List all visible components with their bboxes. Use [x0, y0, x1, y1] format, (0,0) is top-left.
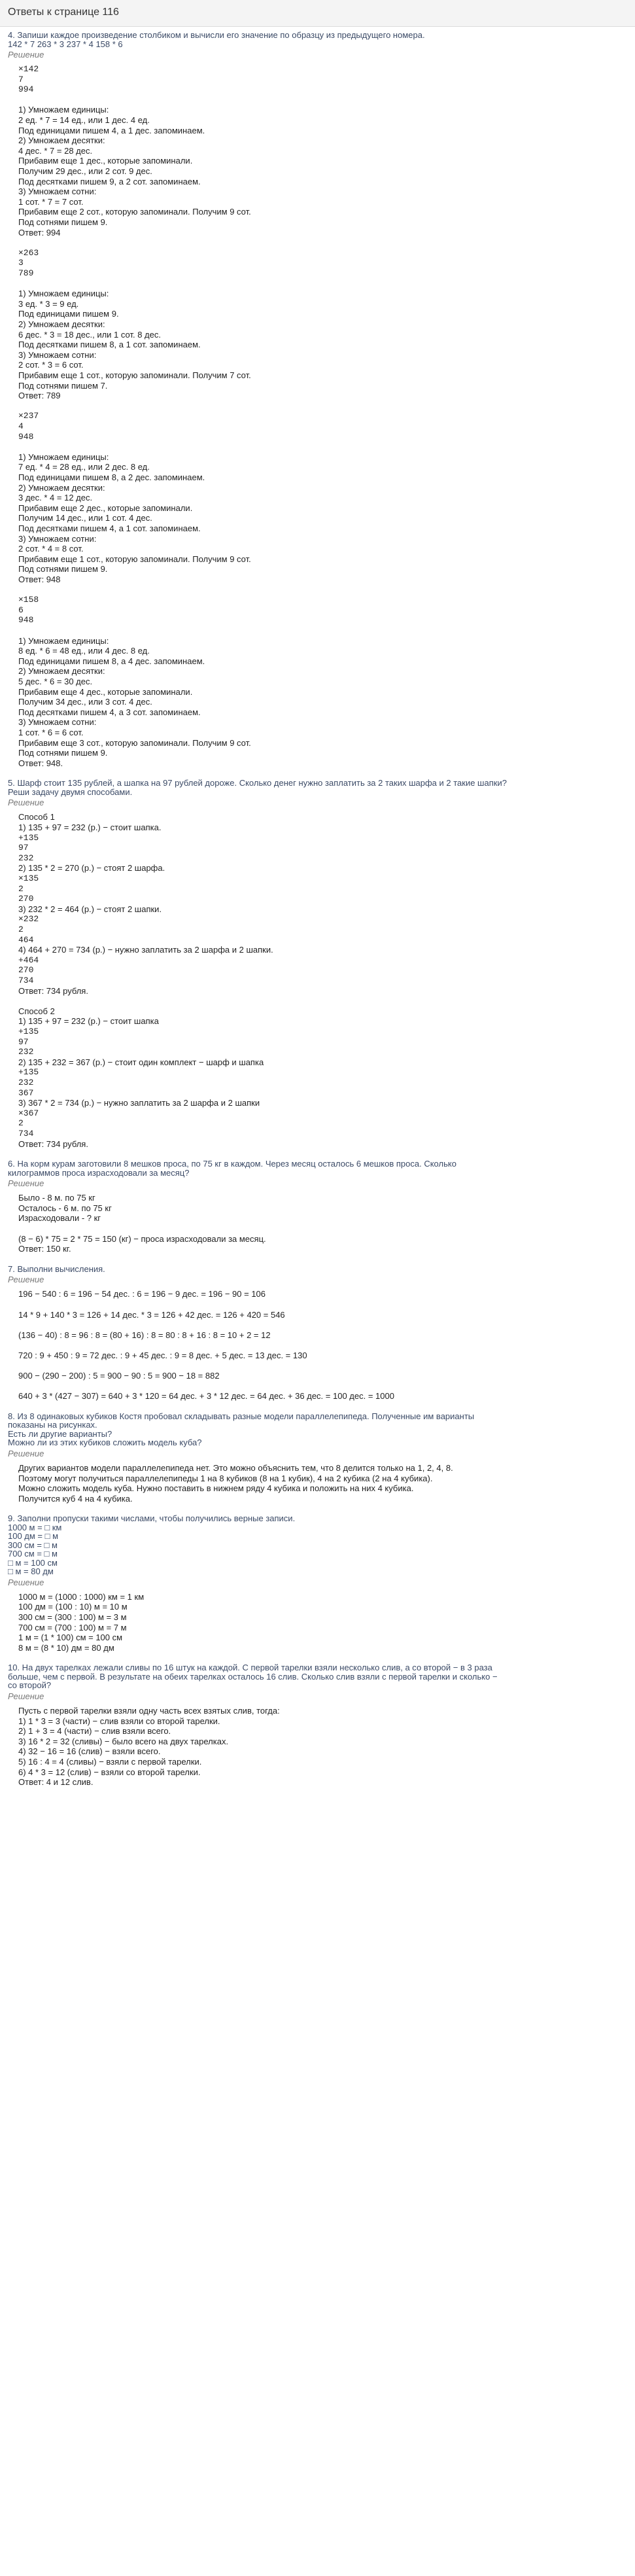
solution-line: 300 см = (300 : 100) м = 3 м — [18, 1612, 127, 1622]
solution-line: 3 дес. * 4 = 12 дес. — [18, 493, 93, 503]
exercise-question-line: 142 * 7 263 * 3 237 * 4 158 * 6 — [8, 39, 123, 49]
column-calc-line: +135 — [18, 1067, 39, 1078]
solution-line: Получим 14 дес., или 1 сот. 4 дес. — [18, 513, 152, 523]
solution-line: Под единицами пишем 8, а 4 дес. запоминаем. — [18, 656, 205, 666]
solution-line: Получим 34 дес., или 3 сот. 4 дес. — [18, 697, 152, 707]
solution-line: 3 ед. * 3 = 9 ед. — [18, 298, 79, 309]
exercise-question-line: 300 см = □ м — [8, 1540, 58, 1550]
page-title: Ответы к странице 116 — [8, 7, 119, 18]
solution-line: 1 м = (1 * 100) см = 100 см — [18, 1632, 123, 1643]
solution-line: 1 сот. * 6 = 6 сот. — [18, 728, 84, 737]
exercise-question-line: 700 см = □ м — [8, 1549, 58, 1559]
solution-line: Было - 8 м. по 75 кг — [18, 1193, 95, 1203]
solution-label: Решение — [8, 1691, 44, 1701]
exercise-question-line: □ м = 80 дм — [8, 1566, 54, 1577]
solution-line: Ответ: 734 рубля. — [18, 985, 88, 996]
solution-line: Получим 29 дес., или 2 сот. 9 дес. — [18, 166, 152, 176]
solution-line: Можно сложить модель куба. Нужно поставить в нижнем ряду 4 кубика и положить на них 4 кубика. — [18, 1483, 414, 1494]
solution-line: Под десятками пишем 9, а 2 сот. запоминаем. — [18, 176, 201, 186]
solution-line: Прибавим еще 2 дес., которые запоминали. — [18, 503, 193, 513]
column-calc-line: 270 — [18, 894, 34, 904]
solution-line: 1) Умножаем единицы: — [18, 105, 109, 115]
column-calc-line: +135 — [18, 832, 39, 843]
solution-line: Поэтому могут получиться параллелепипеды 1 на 8 кубиков (8 на 1 кубик), 4 на 2 кубика (2 на 4 кубика). — [18, 1473, 433, 1483]
solution-line: 2) Умножаем десятки: — [18, 482, 105, 493]
solution-line: 1) Умножаем единицы: — [18, 289, 109, 299]
column-calc-line: 2 — [18, 925, 24, 934]
solution-line: 2) Умножаем десятки: — [18, 666, 105, 677]
solution-line: 3) Умножаем сотни: — [18, 349, 97, 360]
solution-line: (8 − 6) * 75 = 2 * 75 = 150 (кг) − проса израсходовали за месяц. — [18, 1233, 266, 1244]
column-calc-line: 7 — [18, 74, 24, 84]
column-calc-line: 994 — [18, 84, 34, 95]
column-calc-line: 97 — [18, 843, 29, 853]
solution-line: 3) Умножаем сотни: — [18, 186, 97, 197]
solution-line: Под сотнями пишем 9. — [18, 564, 108, 574]
column-calc-line: 232 — [18, 853, 34, 863]
solution-line: Ответ: 948. — [18, 758, 63, 768]
solution-line: 640 + 3 * (427 − 307) = 640 + 3 * 120 = 64 дес. + 3 * 12 дес. = 64 дес. + 36 дес. = 100 дес. = 1000 — [18, 1391, 394, 1402]
exercise-question-line: □ м = 100 см — [8, 1557, 58, 1568]
solution-line: 2) Умножаем десятки: — [18, 319, 105, 329]
solution-line: 3) 367 * 2 = 734 (р.) − нужно заплатить за 2 шарфа и 2 шапки — [18, 1098, 260, 1108]
solution-line: 5) 16 : 4 = 4 (сливы) − взяли с первой тарелки. — [18, 1756, 202, 1767]
column-calc-line: 789 — [18, 268, 34, 278]
exercise-question-line: 6. На корм курам заготовили 8 мешков проса, по 75 кг в каждом. Через месяц осталось 6 мешков проса. Сколько — [8, 1159, 456, 1169]
solution-line: Способ 1 — [18, 812, 55, 822]
solution-line: 1 сот. * 7 = 7 сот. — [18, 196, 84, 207]
column-calc-line: 3 — [18, 258, 24, 268]
solution-line: 4) 464 + 270 = 734 (р.) − нужно заплатить за 2 шарфа и 2 шапки. — [18, 945, 273, 955]
solution-line: 2) 135 + 232 = 367 (р.) − стоит один комплект − шарф и шапка — [18, 1057, 264, 1067]
solution-line: 2 сот. * 4 = 8 сот. — [18, 544, 84, 554]
exercise-question-line: 10. На двух тарелках лежали сливы по 16 штук на каждой. С первой тарелки взяли несколько слив, а со второй − в 3 раза — [8, 1663, 492, 1673]
solution-line: 3) Умножаем сотни: — [18, 533, 97, 544]
column-calc-line: 948 — [18, 615, 34, 626]
solution-line: Прибавим еще 3 сот., которую запоминали. Получим 9 сот. — [18, 737, 251, 748]
solution-line: 4 дес. * 7 = 28 дес. — [18, 145, 93, 156]
solution-line: (136 − 40) : 8 = 96 : 8 = (80 + 16) : 8 = 80 : 8 + 16 : 8 = 10 + 2 = 12 — [18, 1330, 271, 1340]
solution-line: Получится куб 4 на 4 кубика. — [18, 1493, 133, 1504]
solution-line: 8 м = (8 * 10) дм = 80 дм — [18, 1642, 114, 1653]
column-calc-line: ×158 — [18, 595, 39, 605]
solution-line: 8 ед. * 6 = 48 ед., или 4 дес. 8 ед. — [18, 646, 150, 656]
solution-line: 6) 4 * 3 = 12 (слив) − взяли со второй тарелки. — [18, 1767, 201, 1777]
solution-line: 3) Умножаем сотни: — [18, 717, 97, 728]
column-calc-line: +135 — [18, 1027, 39, 1036]
solution-line: Ответ: 994 — [18, 227, 61, 238]
solution-line: Прибавим еще 1 сот., которую запоминали. Получим 9 сот. — [18, 554, 251, 564]
exercise-question-line: больше, чем с первой. В результате на обеих тарелках осталось 16 слив. Сколько слив взяли с первой тарелки и сколько − — [8, 1671, 498, 1682]
column-calc-line: 734 — [18, 976, 34, 985]
solution-line: Под сотнями пишем 9. — [18, 748, 108, 758]
column-calc-line: 2 — [18, 883, 24, 894]
solution-line: 1) Умножаем единицы: — [18, 451, 109, 462]
solution-line: 700 см = (700 : 100) м = 7 м — [18, 1622, 127, 1632]
solution-line: Ответ: 150 кг. — [18, 1244, 71, 1254]
solution-line: 100 дм = (100 : 10) м = 10 м — [18, 1602, 128, 1612]
column-calc-line: 464 — [18, 934, 34, 945]
column-calc-line: 97 — [18, 1036, 29, 1047]
solution-line: Под десятками пишем 4, а 1 сот. запоминаем. — [18, 523, 201, 533]
solution-line: 2 ед. * 7 = 14 ед., или 1 дес. 4 ед. — [18, 115, 150, 125]
solution-label: Решение — [8, 1178, 44, 1189]
solution-line: 2) 135 * 2 = 270 (р.) − стоят 2 шарфа. — [18, 863, 165, 873]
solution-line: Прибавим еще 1 сот., которую запоминали. Получим 7 сот. — [18, 370, 251, 380]
column-calc-line: ×142 — [18, 64, 39, 74]
solution-line: Под единицами пишем 9. — [18, 309, 119, 319]
solution-line: Способ 2 — [18, 1006, 55, 1016]
solution-line: 5 дес. * 6 = 30 дес. — [18, 677, 93, 686]
solution-line: Под единицами пишем 4, а 1 дес. запоминаем. — [18, 125, 205, 135]
solution-line: 7 ед. * 4 = 28 ед., или 2 дес. 8 ед. — [18, 462, 150, 472]
solution-line: Ответ: 948 — [18, 574, 61, 584]
solution-line: 6 дес. * 3 = 18 дес., или 1 сот. 8 дес. — [18, 329, 161, 340]
column-calc-line: 2 — [18, 1118, 24, 1129]
solution-line: 1) 135 + 97 = 232 (р.) − стоит шапка. — [18, 822, 162, 832]
exercise-question-line: Реши задачу двумя способами. — [8, 786, 133, 797]
solution-line: 196 − 540 : 6 = 196 − 54 дес. : 6 = 196 − 9 дес. = 196 − 90 = 106 — [18, 1289, 266, 1299]
solution-line: 2) 1 + 3 = 4 (части) − слив взяли всего. — [18, 1726, 171, 1737]
exercise-question-line: килограммов проса израсходовали за месяц? — [8, 1167, 190, 1178]
solution-line: 14 * 9 + 140 * 3 = 126 + 14 дес. * 3 = 126 + 42 дес. = 126 + 420 = 546 — [18, 1309, 285, 1320]
solution-line: 1) 135 + 97 = 232 (р.) − стоит шапка — [18, 1016, 159, 1027]
exercise-question-line: показаны на рисунках. — [8, 1420, 97, 1430]
solution-line: 1000 м = (1000 : 1000) км = 1 км — [18, 1591, 145, 1602]
column-calc-line: 4 — [18, 421, 24, 431]
column-calc-line: 734 — [18, 1129, 34, 1138]
exercise-question-line: 7. Выполни вычисления. — [8, 1263, 105, 1274]
solution-line: 720 : 9 + 450 : 9 = 72 дес. : 9 + 45 дес. : 9 = 8 дес. + 5 дес. = 13 дес. = 130 — [18, 1350, 307, 1360]
exercise-question-line: 1000 м = □ км — [8, 1522, 62, 1532]
solution-line: 2) Умножаем десятки: — [18, 135, 105, 146]
solution-line: Ответ: 789 — [18, 391, 61, 401]
solution-line: 4) 32 − 16 = 16 (слив) − взяли всего. — [18, 1746, 161, 1757]
solution-line: 1) 1 * 3 = 3 (части) − слив взяли со второй тарелки. — [18, 1716, 220, 1726]
solution-line: Под десятками пишем 8, а 1 сот. запоминаем. — [18, 340, 201, 350]
column-calc-line: 948 — [18, 431, 34, 442]
solution-line: Под сотнями пишем 9. — [18, 217, 108, 227]
column-calc-line: ×367 — [18, 1108, 39, 1118]
solution-label: Решение — [8, 1577, 44, 1587]
column-calc-line: ×232 — [18, 914, 39, 925]
solution-line: Осталось - 6 м. по 75 кг — [18, 1203, 112, 1213]
solution-line: Пусть с первой тарелки взяли одну часть всех взятых слив, тогда: — [18, 1705, 280, 1716]
solution-label: Решение — [8, 50, 44, 60]
solution-line: Прибавим еще 1 дес., которые запоминали. — [18, 156, 193, 166]
title-bar — [0, 0, 635, 27]
exercise-question-line: 5. Шарф стоит 135 рублей, а шапка на 97 рублей дороже. Сколько денег нужно заплатить за 2 таких шарфа и 2 такие шапки? — [8, 778, 507, 788]
exercise-question-line: со второй? — [8, 1680, 52, 1691]
solution-line: 3) 16 * 2 = 32 (сливы) − было всего на двух тарелках. — [18, 1736, 229, 1746]
column-calc-line: ×263 — [18, 247, 39, 258]
exercise-question-line: Есть ли другие варианты? — [8, 1428, 112, 1439]
solution-line: Прибавим еще 4 дес., которые запоминали. — [18, 686, 193, 697]
solution-label: Решение — [8, 798, 44, 808]
column-calc-line: 6 — [18, 605, 24, 615]
solution-line: 3) 232 * 2 = 464 (р.) − стоят 2 шапки. — [18, 904, 162, 914]
solution-line: Под сотнями пишем 7. — [18, 380, 108, 391]
solution-line: 2 сот. * 3 = 6 сот. — [18, 360, 84, 370]
solution-line: 1) Умножаем единицы: — [18, 635, 109, 646]
exercise-question-line: 9. Заполни пропуски такими числами, чтобы получились верные записи. — [8, 1513, 296, 1524]
column-calc-line: 232 — [18, 1078, 34, 1087]
column-calc-line: 270 — [18, 965, 34, 976]
solution-line: 900 − (290 − 200) : 5 = 900 − 90 : 5 = 900 − 18 = 882 — [18, 1371, 220, 1381]
solution-line: Других вариантов модели параллелепипеда нет. Это можно объяснить тем, что 8 делится только на 1, 2, 4, 8. — [18, 1462, 453, 1473]
solution-line: Под единицами пишем 8, а 2 дес. запоминаем. — [18, 472, 205, 482]
exercise-question-line: 100 дм = □ м — [8, 1531, 59, 1542]
column-calc-line: ×237 — [18, 411, 39, 421]
exercise-question-line: Можно ли из этих кубиков сложить модель куба? — [8, 1438, 202, 1448]
column-calc-line: +464 — [18, 955, 39, 965]
exercise-question-line: 8. Из 8 одинаковых кубиков Костя пробовал складывать разные модели параллелепипеда. Полученные им варианты — [8, 1411, 475, 1421]
solution-line: Ответ: 734 рубля. — [18, 1138, 88, 1149]
solution-line: Прибавим еще 2 сот., которую запоминали. Получим 9 сот. — [18, 207, 251, 217]
solution-label: Решение — [8, 1275, 44, 1285]
solution-label: Решение — [8, 1448, 44, 1458]
column-calc-line: 232 — [18, 1047, 34, 1057]
solution-line: Ответ: 4 и 12 слив. — [18, 1777, 94, 1788]
column-calc-line: 367 — [18, 1087, 34, 1098]
column-calc-line: ×135 — [18, 873, 39, 883]
exercise-question-line: 4. Запиши каждое произведение столбиком и вычисли его значение по образцу из предыдущего номера. — [8, 30, 425, 40]
solution-line: Под десятками пишем 4, а 3 сот. запоминаем. — [18, 707, 201, 717]
solution-line: Израсходовали - ? кг — [18, 1213, 101, 1224]
